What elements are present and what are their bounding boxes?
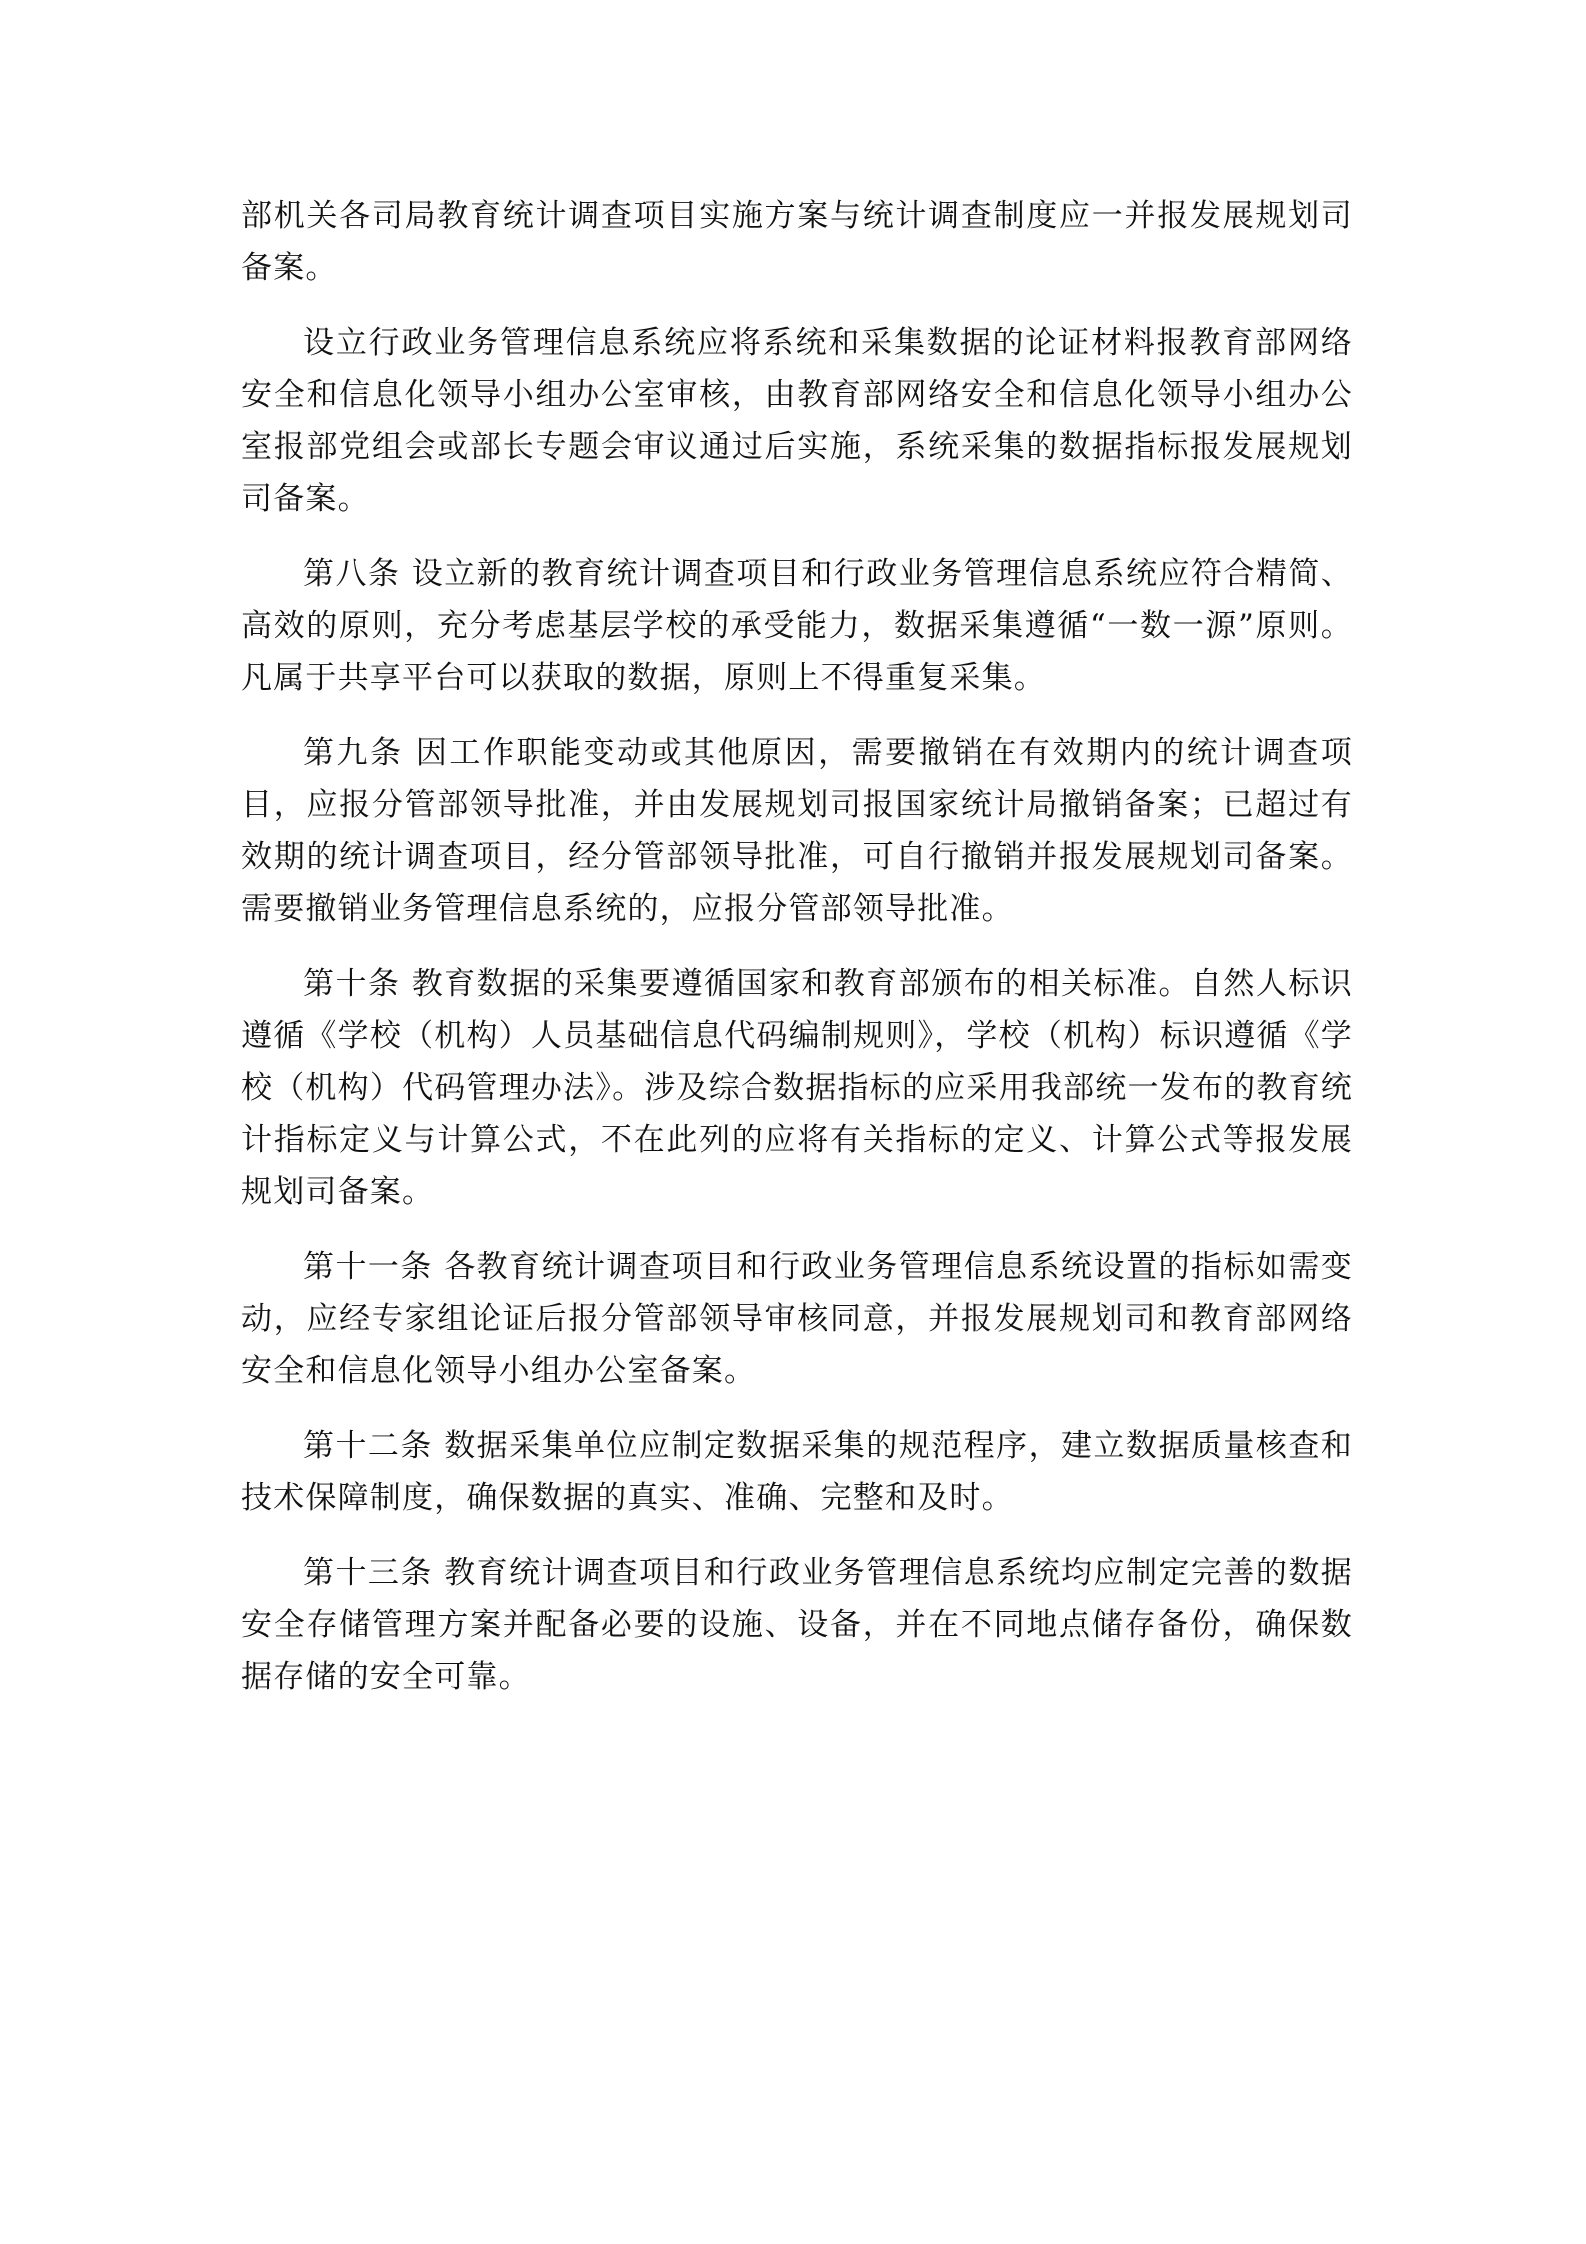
paragraph-article-10: 第十条 教育数据的采集要遵循国家和教育部颁布的相关标准。自然人标识遵循《学校（机构）人员基础信息代码编制规则》，学校（机构）标识遵循《学校（机构）代码管理办法》。涉及综合数据指标的应采用我部统一发布的教育统计指标定义与计算公式，不在此列的应将有关指标的定义、计算公式等报发展规划司备案。 bbox=[241, 966, 1353, 1210]
paragraph-article-9: 第九条 因工作职能变动或其他原因，需要撤销在有效期内的统计调查项目，应报分管部领导批准，并由发展规划司报国家统计局撤销备案；已超过有效期的统计调查项目，经分管部领导批准，可自行撤销并报发展规划司备案。需要撤销业务管理信息系统的，应报分管部领导批准。 bbox=[241, 735, 1353, 927]
paragraph-article-11: 第十一条 各教育统计调查项目和行政业务管理信息系统设置的指标如需变动，应经专家组论证后报分管部领导审核同意，并报发展规划司和教育部网络安全和信息化领导小组办公室备案。 bbox=[241, 1249, 1353, 1389]
document-body bbox=[241, 190, 1353, 1726]
paragraph-system-review: 设立行政业务管理信息系统应将系统和采集数据的论证材料报教育部网络安全和信息化领导小组办公室审核，由教育部网络安全和信息化领导小组办公室报部党组会或部长专题会审议通过后实施，系统采集的数据指标报发展规划司备案。 bbox=[241, 325, 1353, 517]
paragraph-article-8: 第八条 设立新的教育统计调查项目和行政业务管理信息系统应符合精简、高效的原则，充分考虑基层学校的承受能力，数据采集遵循“一数一源”原则。凡属于共享平台可以获取的数据，原则上不得重复采集。 bbox=[241, 556, 1353, 696]
paragraph-article-12: 第十二条 数据采集单位应制定数据采集的规范程序，建立数据质量核查和技术保障制度，确保数据的真实、准确、完整和及时。 bbox=[241, 1428, 1353, 1516]
paragraph-continuation: 部机关各司局教育统计调查项目实施方案与统计调查制度应一并报发展规划司备案。 bbox=[241, 198, 1353, 286]
paragraph-article-13: 第十三条 教育统计调查项目和行政业务管理信息系统均应制定完善的数据安全存储管理方案并配备必要的设施、设备，并在不同地点储存备份，确保数据存储的安全可靠。 bbox=[241, 1555, 1353, 1695]
